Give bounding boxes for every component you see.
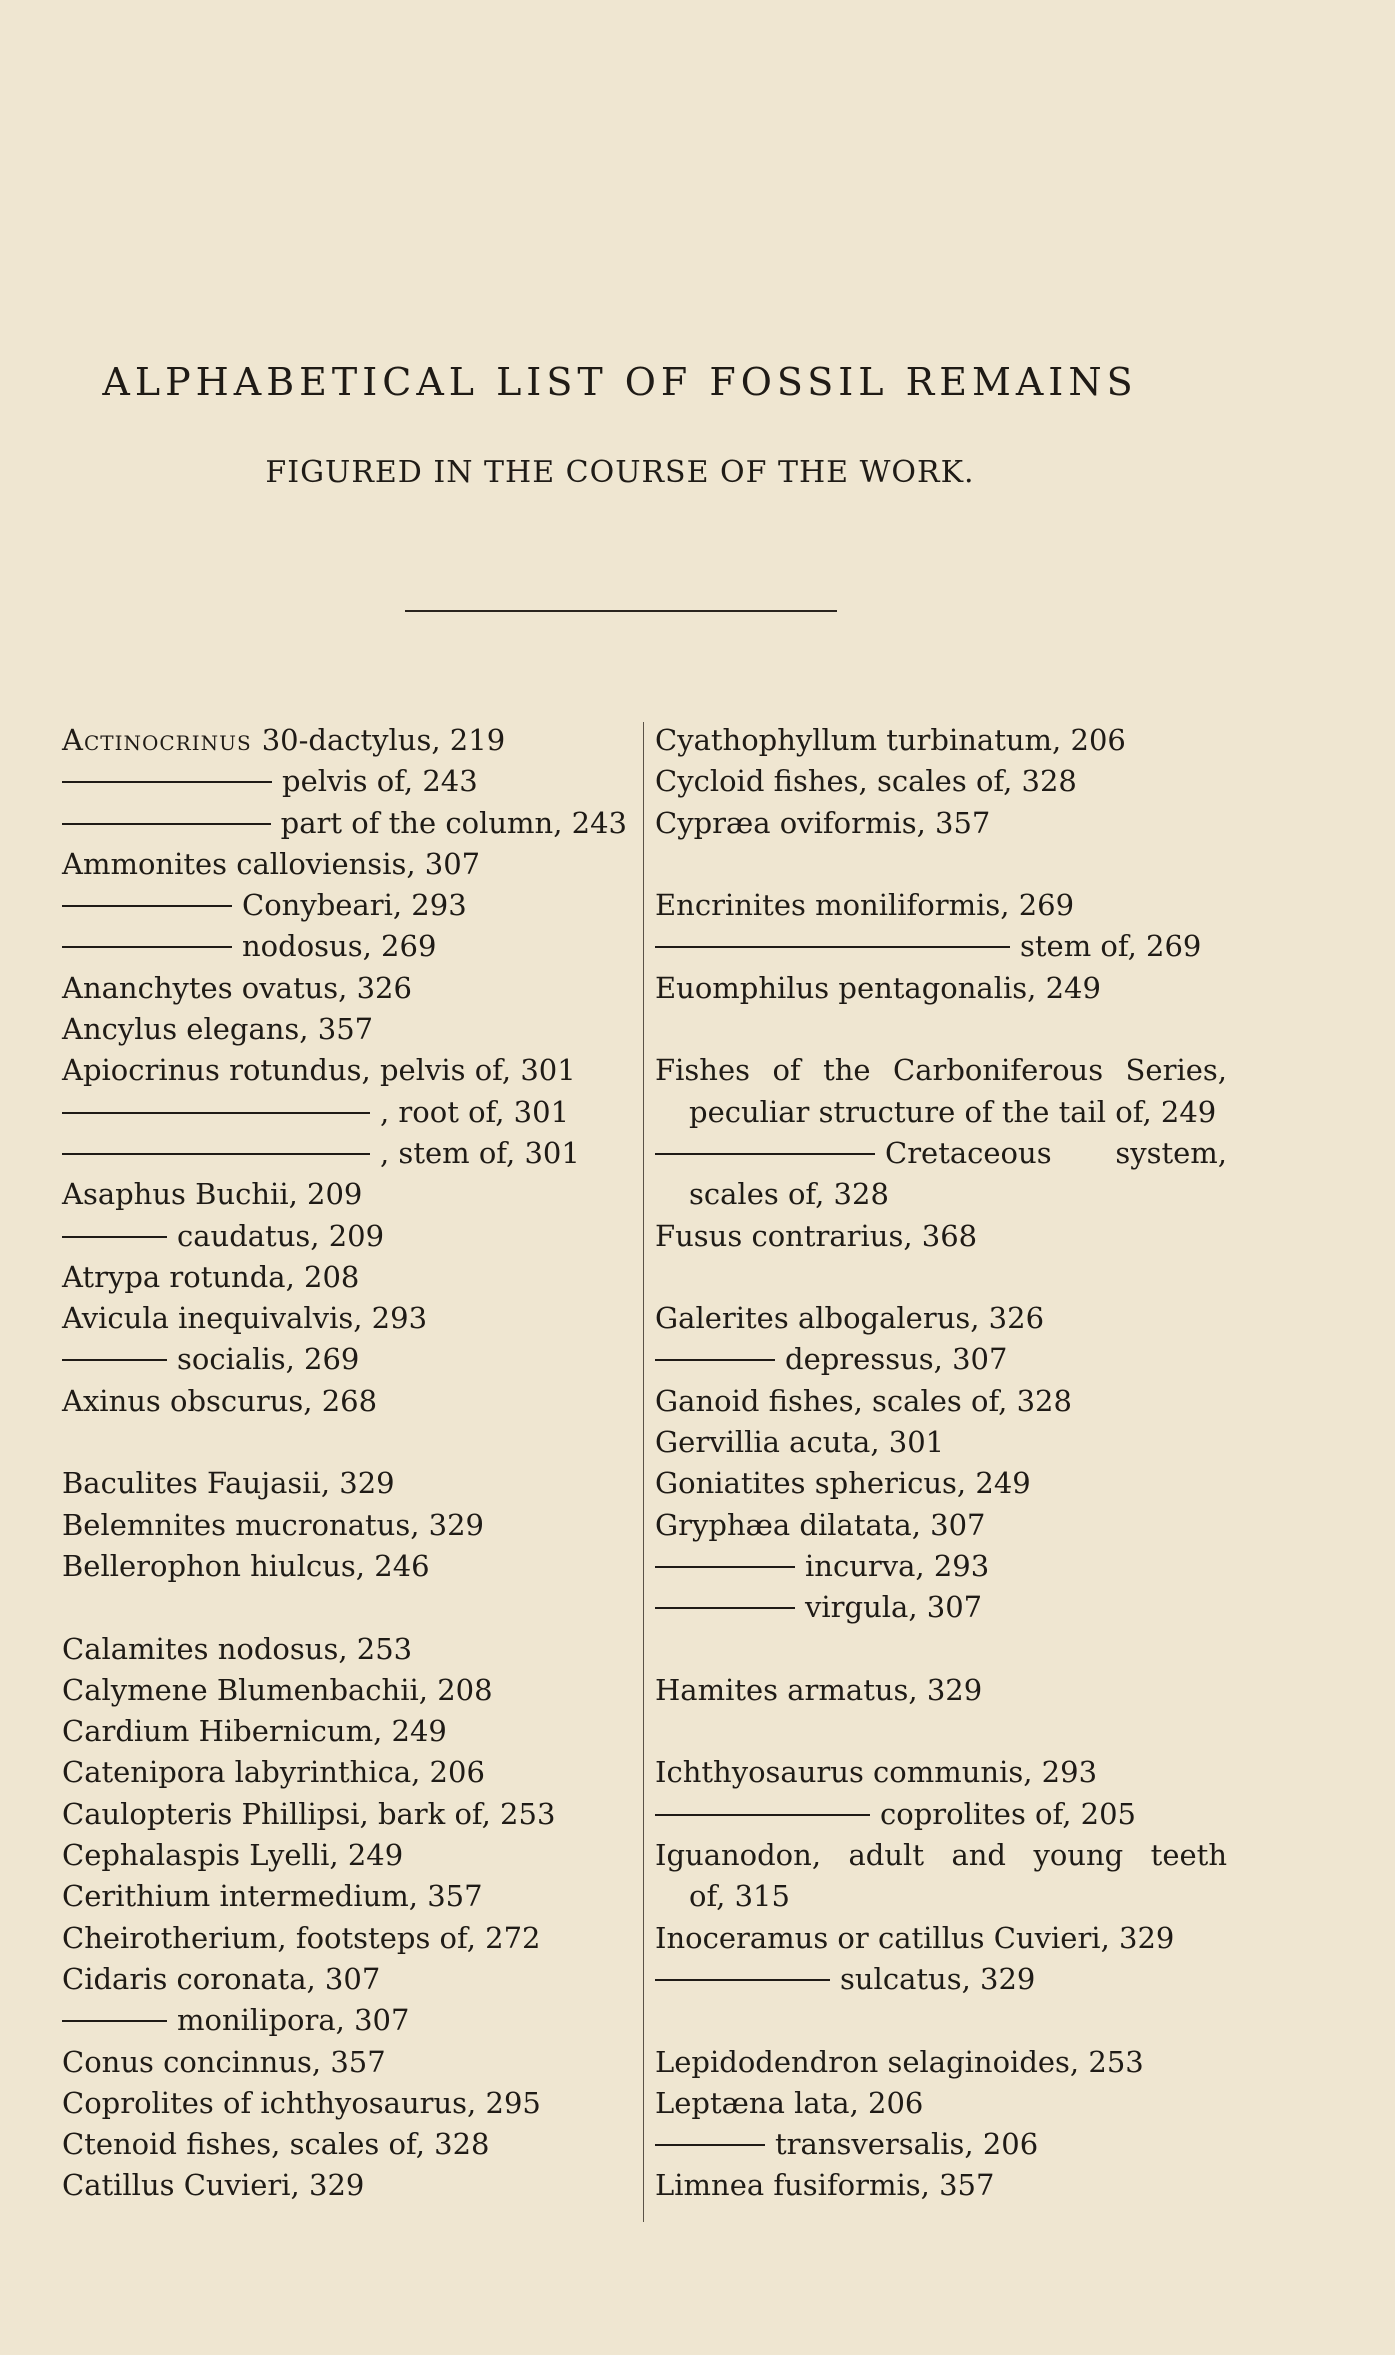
ditto-dash [62, 781, 272, 783]
ditto-dash [655, 1359, 775, 1361]
index-column-right [655, 720, 1227, 2207]
index-entry [655, 720, 1227, 761]
entry-text: Leptæna lata, 206 [655, 2085, 924, 2120]
section-gap [655, 844, 1227, 885]
index-entry [62, 1835, 627, 1876]
index-entry [655, 1463, 1227, 1504]
ditto-dash [655, 2144, 765, 2146]
entry-genus: Actinocrinus [62, 723, 252, 757]
entry-text: Catillus Cuvieri, 329 [62, 2168, 365, 2203]
entry-text: Fishes of the Carboniferous Series, [655, 1053, 1227, 1088]
entry-text: Cretaceous system, [885, 1135, 1227, 1170]
column-divider [643, 722, 644, 2222]
entry-text: Conus concinnus, 357 [62, 2044, 386, 2079]
index-entry [62, 1009, 627, 1050]
index-entry [655, 1546, 1227, 1587]
index-column-left [62, 720, 627, 2207]
index-entry [655, 1133, 1227, 1174]
index-entry [62, 1505, 627, 1546]
entry-text: Conybeari, 293 [242, 888, 467, 923]
ditto-dash [655, 946, 1010, 948]
index-entry [62, 1339, 627, 1380]
index-entry [655, 2083, 1227, 2124]
entry-text: Cheirotherium, footsteps of, 272 [62, 1920, 541, 1955]
index-entry [655, 803, 1227, 844]
ditto-dash [62, 1112, 370, 1114]
entry-text: Axinus obscurus, 268 [62, 1383, 378, 1418]
entry-text: depressus, 307 [785, 1342, 1008, 1377]
index-entry [655, 885, 1227, 926]
entry-text: Cypræa oviformis, 357 [655, 805, 991, 840]
entry-text: Apiocrinus rotundus, pelvis of, 301 [62, 1053, 576, 1088]
index-entry [62, 1629, 627, 1670]
entry-text: Galerites albogalerus, 326 [655, 1301, 1045, 1336]
index-entry [655, 761, 1227, 802]
entry-text: peculiar structure of the tail of, 249 [689, 1094, 1217, 1129]
section-gap [62, 1422, 627, 1463]
entry-text: Calymene Blumenbachii, 208 [62, 1672, 493, 1707]
entry-text: Coprolites of ichthyosaurus, 295 [62, 2085, 541, 2120]
index-entry [655, 968, 1227, 1009]
entry-text: Cardium Hibernicum, 249 [62, 1714, 447, 1749]
index-entry [62, 1381, 627, 1422]
ditto-dash [62, 946, 232, 948]
entry-text: Gervillia acuta, 301 [655, 1425, 945, 1460]
index-entry [62, 1546, 627, 1587]
index-entry [655, 1835, 1227, 1876]
entry-text: caudatus, 209 [177, 1218, 385, 1253]
entry-text: Bellerophon hiulcus, 246 [62, 1548, 430, 1583]
index-entry [62, 2042, 627, 2083]
entry-text: Inoceramus or catillus Cuvieri, 329 [655, 1920, 1175, 1955]
index-entry [62, 2000, 627, 2041]
entry-text: transversalis, 206 [775, 2127, 1039, 2162]
index-entry [62, 885, 627, 926]
entry-text: monilipora, 307 [177, 2003, 410, 2038]
page-subtitle: FIGURED IN THE COURSE OF THE WORK. [265, 455, 975, 490]
section-gap [655, 1711, 1227, 1752]
entry-text: Ctenoid fishes, scales of, 328 [62, 2127, 490, 2162]
entry-text: scales of, 328 [689, 1177, 889, 1212]
entry-text: Ammonites calloviensis, 307 [62, 846, 481, 881]
entry-text: Belemnites mucronatus, 329 [62, 1507, 484, 1542]
index-entry [655, 1876, 1227, 1917]
entry-text: stem of, 269 [1020, 929, 1202, 964]
index-entry [655, 2042, 1227, 2083]
index-entry [62, 1174, 627, 1215]
index-entry [62, 844, 627, 885]
entry-text: Cyathophyllum turbinatum, 206 [655, 723, 1126, 757]
entry-text: , stem of, 301 [380, 1135, 580, 1170]
entry-text: Avicula inequivalvis, 293 [62, 1301, 428, 1336]
index-entry [62, 1794, 627, 1835]
entry-text: socialis, 269 [177, 1342, 360, 1377]
entry-text: Cerithium intermedium, 357 [62, 1879, 483, 1914]
index-entry [655, 1216, 1227, 1257]
index-entry [655, 926, 1227, 967]
entry-text: Goniatites sphericus, 249 [655, 1466, 1031, 1501]
ditto-dash [62, 823, 271, 825]
index-entry [62, 1298, 627, 1339]
ditto-dash [62, 1153, 370, 1155]
index-entry [62, 2083, 627, 2124]
index-entry [655, 1339, 1227, 1380]
ditto-dash [655, 1607, 795, 1609]
index-entry [62, 1670, 627, 1711]
index-entry [655, 2124, 1227, 2165]
index-entry [62, 1463, 627, 1504]
index-entry [655, 2165, 1227, 2206]
ditto-dash [62, 2020, 167, 2022]
entry-text: Caulopteris Phillipsi, bark of, 253 [62, 1796, 556, 1831]
index-entry [655, 1752, 1227, 1793]
section-gap [655, 1009, 1227, 1050]
entry-text: Asaphus Buchii, 209 [62, 1177, 363, 1212]
section-gap [62, 1587, 627, 1628]
entry-text: Hamites armatus, 329 [655, 1672, 983, 1707]
entry-text: sulcatus, 329 [840, 1961, 1036, 1996]
index-entry [62, 2165, 627, 2206]
page-title: ALPHABETICAL LIST OF FOSSIL REMAINS [102, 360, 1138, 404]
index-entry [62, 1257, 627, 1298]
index-entry [62, 1711, 627, 1752]
entry-text: Cycloid fishes, scales of, 328 [655, 764, 1077, 799]
entry-text: Baculites Faujasii, 329 [62, 1466, 395, 1501]
ditto-dash [655, 1814, 870, 1816]
index-entry [655, 1587, 1227, 1628]
entry-text: pelvis of, 243 [282, 764, 478, 799]
index-entry [62, 1752, 627, 1793]
entry-text: Limnea fusiformis, 357 [655, 2168, 995, 2203]
entry-text: Cidaris coronata, 307 [62, 1961, 381, 1996]
entry-text: Calamites nodosus, 253 [62, 1631, 413, 1666]
entry-text: virgula, 307 [805, 1590, 983, 1625]
entry-text: Fusus contrarius, 368 [655, 1218, 978, 1253]
index-entry [62, 1050, 627, 1091]
index-entry [62, 1959, 627, 2000]
index-entry [655, 1670, 1227, 1711]
index-entry [62, 1092, 627, 1133]
ditto-dash [655, 1566, 795, 1568]
index-entry [655, 1918, 1227, 1959]
entry-text: coprolites of, 205 [880, 1796, 1137, 1831]
ditto-dash [62, 1359, 167, 1361]
entry-text: Ananchytes ovatus, 326 [62, 970, 412, 1005]
index-entry [62, 2124, 627, 2165]
index-entry [655, 1298, 1227, 1339]
index-entry [62, 968, 627, 1009]
index-entry [62, 1133, 627, 1174]
entry-text: Ganoid fishes, scales of, 328 [655, 1383, 1072, 1418]
title-rule [405, 610, 837, 612]
entry-text: , root of, 301 [380, 1094, 570, 1129]
entry-text: Ancylus elegans, 357 [62, 1012, 374, 1047]
index-entry [655, 1422, 1227, 1463]
index-entry [62, 1216, 627, 1257]
ditto-dash [62, 1236, 167, 1238]
entry-text: Ichthyosaurus communis, 293 [655, 1755, 1098, 1790]
entry-text: Cephalaspis Lyelli, 249 [62, 1838, 404, 1873]
entry-text: nodosus, 269 [242, 929, 437, 964]
index-entry [655, 1505, 1227, 1546]
index-entry [62, 926, 627, 967]
index-entry [62, 1876, 627, 1917]
index-entry [62, 803, 627, 844]
section-gap [655, 1257, 1227, 1298]
section-gap [655, 1629, 1227, 1670]
entry-text: Iguanodon, adult and young teeth [655, 1838, 1227, 1873]
entry-text: Gryphæa dilatata, 307 [655, 1507, 986, 1542]
index-entry [655, 1092, 1227, 1133]
entry-text: 30-dactylus, 219 [261, 723, 506, 757]
entry-text: Lepidodendron selaginoides, 253 [655, 2044, 1144, 2079]
ditto-dash [62, 905, 232, 907]
index-entry [62, 761, 627, 802]
entry-text: of, 315 [689, 1879, 790, 1914]
ditto-dash [655, 1979, 830, 1981]
entry-text: Encrinites moniliformis, 269 [655, 888, 1075, 923]
index-entry [655, 1794, 1227, 1835]
index-entry [655, 1381, 1227, 1422]
index-entry [655, 1050, 1227, 1091]
section-gap [655, 2000, 1227, 2041]
index-entry [62, 1918, 627, 1959]
entry-text: Atrypa rotunda, 208 [62, 1259, 360, 1294]
index-entry [655, 1959, 1227, 2000]
entry-text: Euomphilus pentagonalis, 249 [655, 970, 1101, 1005]
index-entry [655, 1174, 1227, 1215]
entry-text: Catenipora labyrinthica, 206 [62, 1755, 485, 1790]
index-entry [62, 720, 627, 761]
entry-text: incurva, 293 [805, 1548, 990, 1583]
entry-text: part of the column, 243 [280, 805, 627, 840]
ditto-dash [655, 1153, 875, 1155]
